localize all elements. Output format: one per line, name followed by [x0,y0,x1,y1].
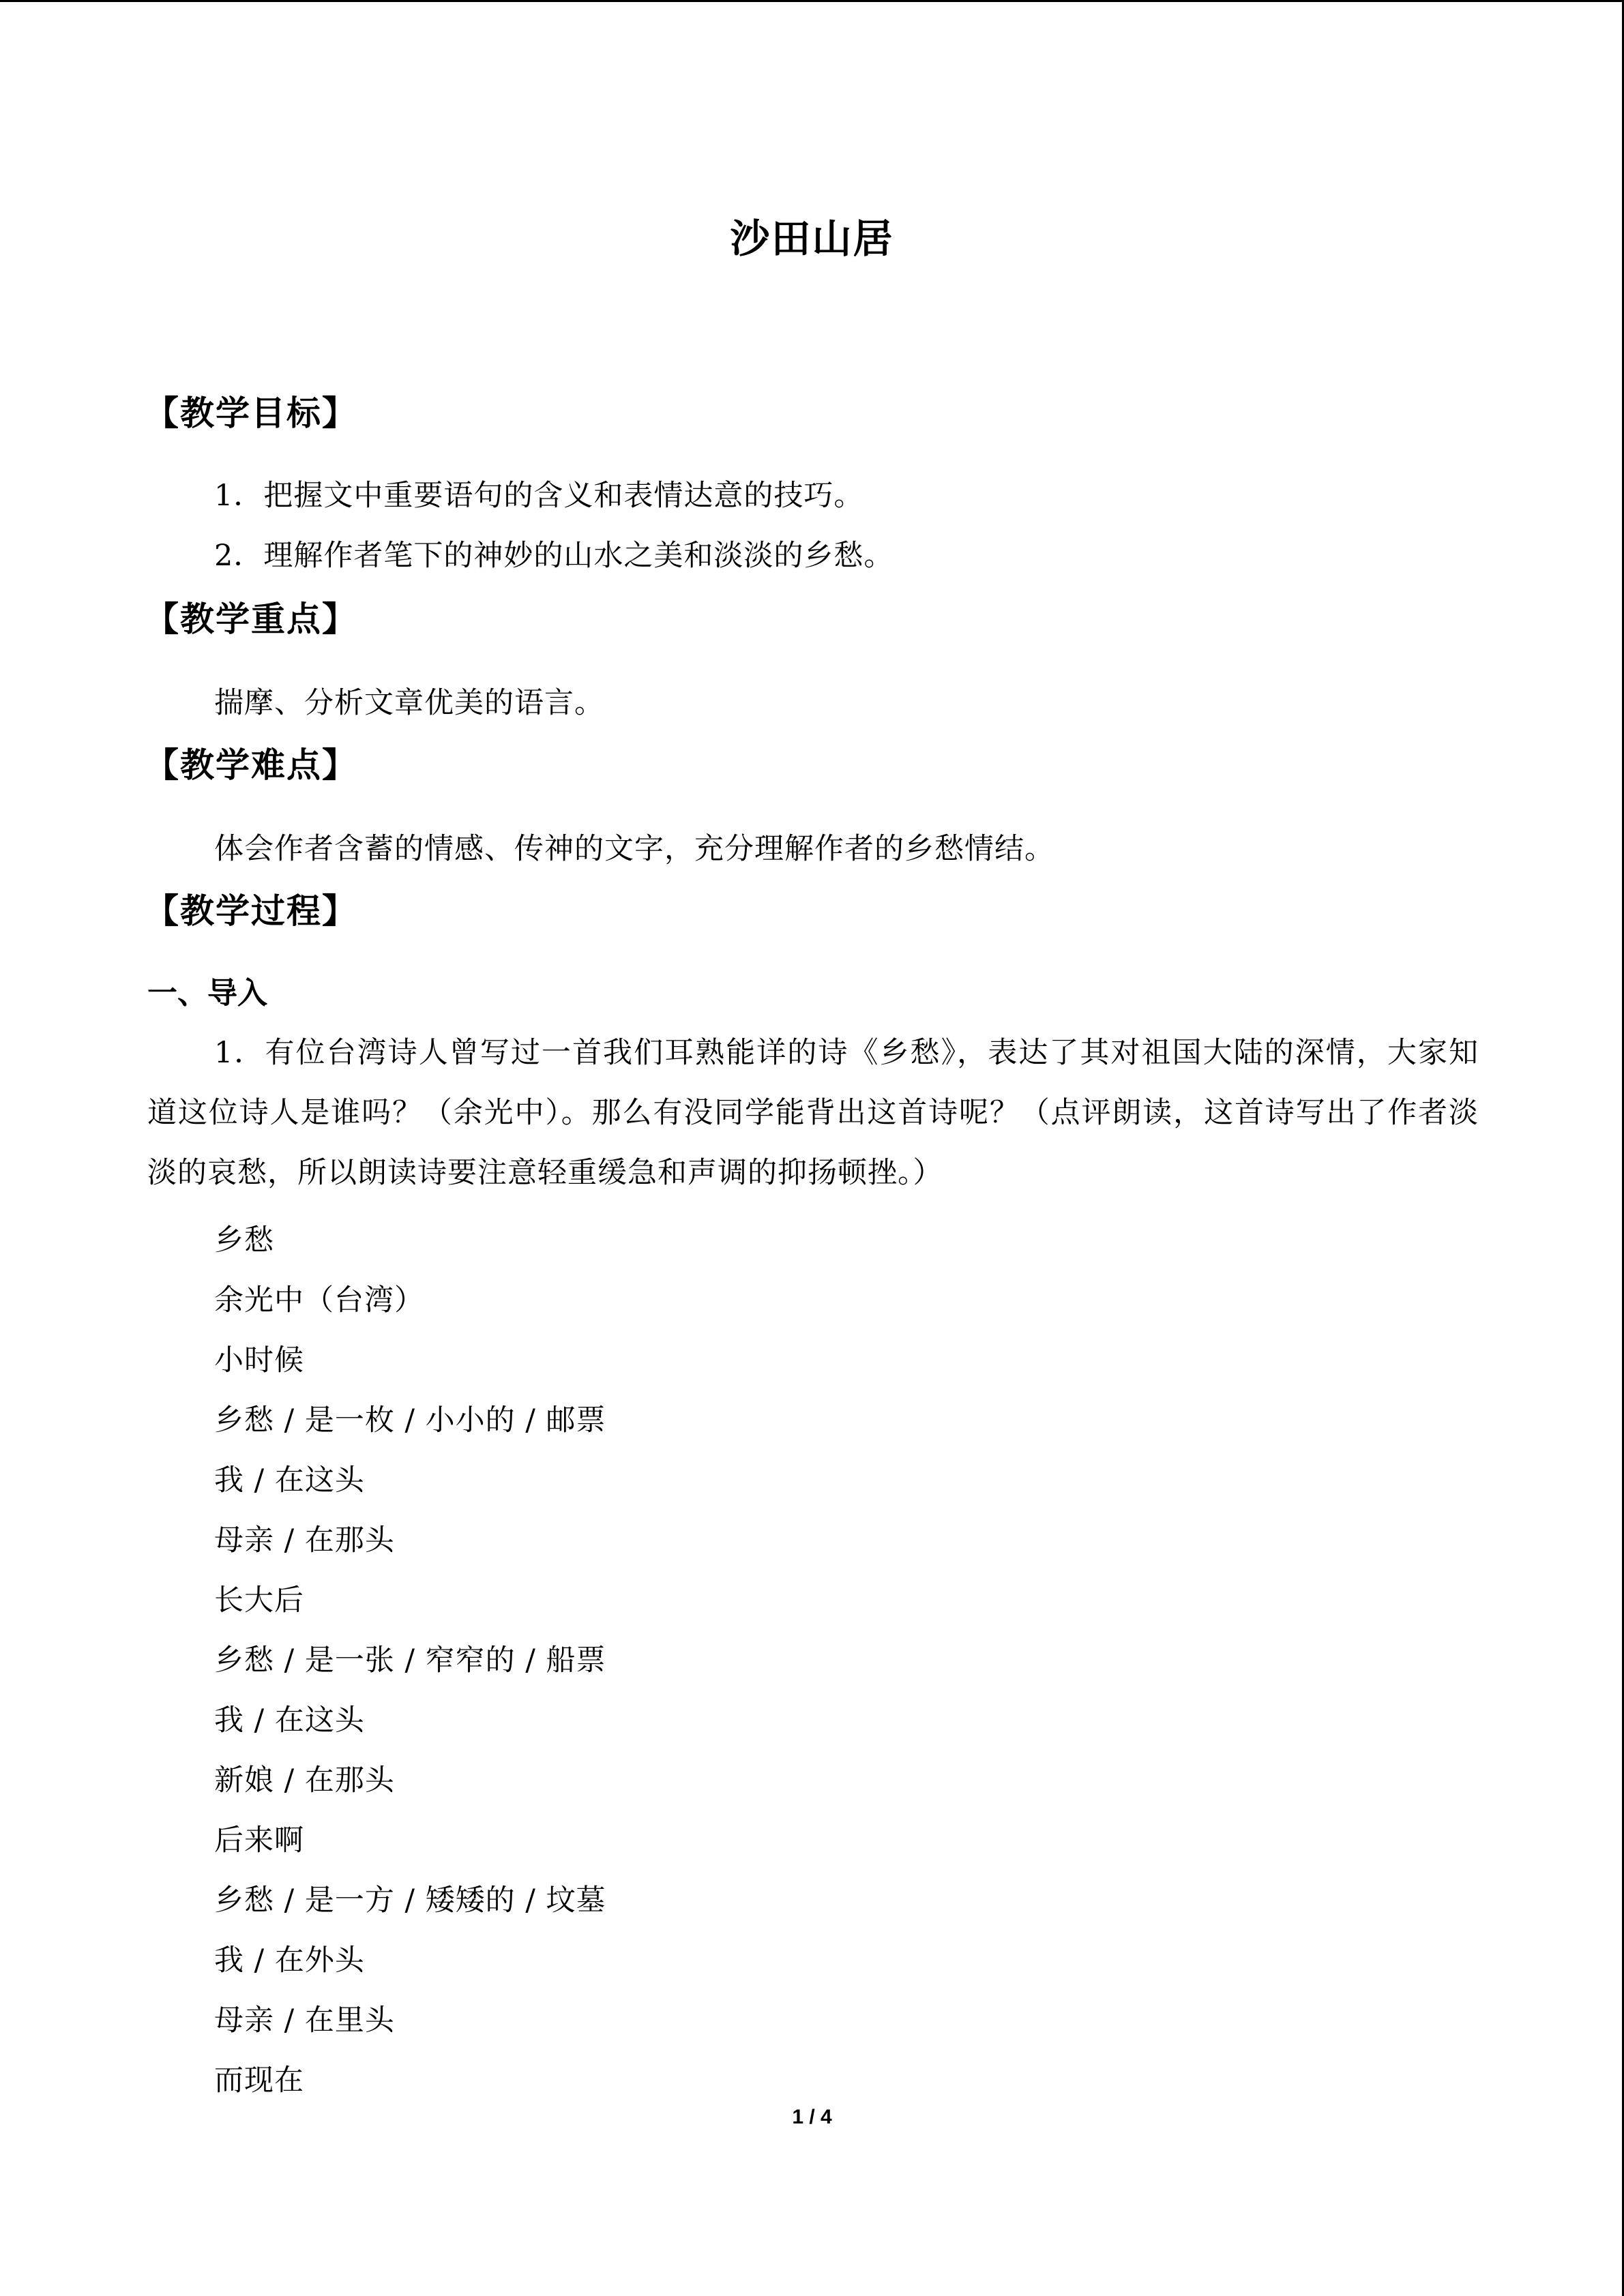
intro-heading: 一、导入 [147,976,267,1011]
poem-line: 母亲 / 在里头 [214,2003,395,2038]
poem-lines [214,1210,606,2111]
poem-line: 余光中（台湾） [214,1283,424,1317]
intro-paragraph: 1．有位台湾诗人曾写过一首我们耳熟能详的诗《乡愁》，表达了其对祖国大陆的深情，大家知道这位诗人是谁吗？（余光中）。那么有没同学能背出这首诗呢？（点评朗读，这首诗写出了作者淡淡的哀愁，所以朗读诗要注意轻重缓急和声调的抑扬顿挫。） [147,1036,1479,1190]
poem-line: 而现在 [214,2063,304,2098]
objective-item-1: 1．把握文中重要语句的含义和表情达意的技巧。 [214,479,864,513]
page-number: 1 / 4 [792,2106,832,2128]
key-points-text: 揣摩、分析文章优美的语言。 [214,686,604,720]
poem-line: 我 / 在外头 [214,1943,365,1978]
poem-line: 我 / 在这头 [214,1463,365,1497]
poem-line: 乡愁 / 是一张 / 窄窄的 / 船票 [214,1643,606,1678]
poem-line: 乡愁 / 是一枚 / 小小的 / 邮票 [214,1403,606,1437]
poem-line: 乡愁 / 是一方 / 矮矮的 / 坟墓 [214,1883,606,1918]
poem-line: 我 / 在这头 [214,1703,365,1738]
heading-teaching-process: 【教学过程】 [145,891,357,931]
poem-line: 母亲 / 在那头 [214,1523,395,1557]
document-title: 沙田山居 [730,215,894,262]
poem-line: 乡愁 [214,1223,274,1257]
poem-line: 新娘 / 在那头 [214,1763,395,1798]
heading-key-points: 【教学重点】 [145,599,357,639]
difficulties-text: 体会作者含蓄的情感、传神的文字，充分理解作者的乡愁情结。 [214,832,1054,866]
objective-item-2: 2．理解作者笔下的神妙的山水之美和淡淡的乡愁。 [214,539,894,573]
heading-difficulties: 【教学难点】 [145,745,357,785]
poem-line: 后来啊 [214,1823,304,1858]
poem-line: 长大后 [214,1583,304,1617]
poem-line: 小时候 [214,1343,304,1377]
heading-teaching-objectives: 【教学目标】 [145,393,357,433]
